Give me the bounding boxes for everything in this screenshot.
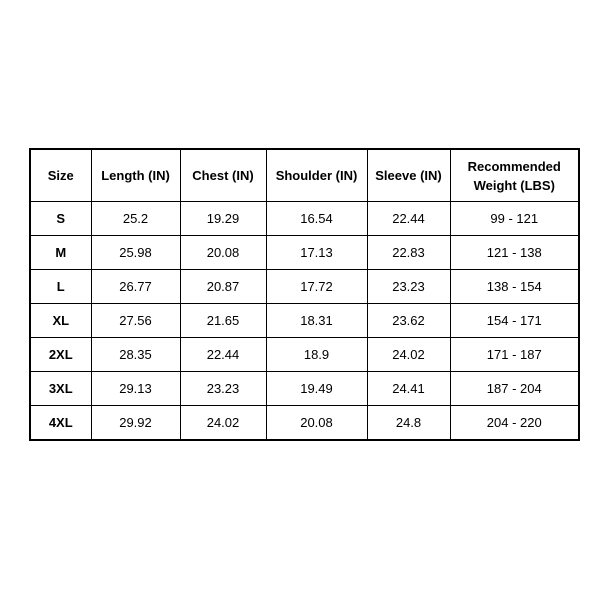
- size-chart-container: [29, 148, 578, 441]
- size-cell: XL: [30, 304, 91, 338]
- chest-cell: 20.08: [180, 236, 266, 270]
- shoulder-cell: 20.08: [266, 406, 367, 440]
- table-row: [30, 236, 579, 270]
- length-cell: 29.13: [91, 372, 180, 406]
- weight-cell: 187 - 204: [450, 372, 579, 406]
- shoulder-cell: 17.13: [266, 236, 367, 270]
- chest-cell: 20.87: [180, 270, 266, 304]
- weight-cell: 204 - 220: [450, 406, 579, 440]
- header-size: Size: [30, 149, 91, 202]
- chest-cell: 23.23: [180, 372, 266, 406]
- sleeve-cell: 22.83: [367, 236, 450, 270]
- shoulder-cell: 16.54: [266, 202, 367, 236]
- chest-cell: 21.65: [180, 304, 266, 338]
- length-cell: 25.98: [91, 236, 180, 270]
- sleeve-cell: 23.62: [367, 304, 450, 338]
- weight-cell: 154 - 171: [450, 304, 579, 338]
- header-recommended-line1: Recommended: [467, 158, 561, 174]
- chest-cell: 22.44: [180, 338, 266, 372]
- header-recommended-weight: [450, 149, 579, 202]
- header-length: Length (IN): [91, 149, 180, 202]
- length-cell: 29.92: [91, 406, 180, 440]
- shoulder-cell: 17.72: [266, 270, 367, 304]
- size-cell: L: [30, 270, 91, 304]
- weight-cell: 138 - 154: [450, 270, 579, 304]
- chest-cell: 19.29: [180, 202, 266, 236]
- length-cell: 28.35: [91, 338, 180, 372]
- length-cell: 25.2: [91, 202, 180, 236]
- weight-cell: 121 - 138: [450, 236, 579, 270]
- header-row: [30, 149, 579, 202]
- table-row: [30, 406, 579, 440]
- sleeve-cell: 22.44: [367, 202, 450, 236]
- sleeve-cell: 23.23: [367, 270, 450, 304]
- weight-cell: 171 - 187: [450, 338, 579, 372]
- shoulder-cell: 19.49: [266, 372, 367, 406]
- table-row: [30, 270, 579, 304]
- size-cell: M: [30, 236, 91, 270]
- table-row: [30, 304, 579, 338]
- size-cell: 4XL: [30, 406, 91, 440]
- header-recommended-line2: Weight (LBS): [473, 177, 555, 193]
- weight-cell: 99 - 121: [450, 202, 579, 236]
- size-cell: S: [30, 202, 91, 236]
- table-row: [30, 338, 579, 372]
- size-cell: 2XL: [30, 338, 91, 372]
- size-cell: 3XL: [30, 372, 91, 406]
- header-chest: Chest (IN): [180, 149, 266, 202]
- shoulder-cell: 18.31: [266, 304, 367, 338]
- length-cell: 26.77: [91, 270, 180, 304]
- sleeve-cell: 24.8: [367, 406, 450, 440]
- table-row: [30, 372, 579, 406]
- chest-cell: 24.02: [180, 406, 266, 440]
- table-row: [30, 202, 579, 236]
- length-cell: 27.56: [91, 304, 180, 338]
- size-chart-table: [29, 148, 580, 441]
- shoulder-cell: 18.9: [266, 338, 367, 372]
- sleeve-cell: 24.02: [367, 338, 450, 372]
- sleeve-cell: 24.41: [367, 372, 450, 406]
- header-sleeve: Sleeve (IN): [367, 149, 450, 202]
- header-shoulder: Shoulder (IN): [266, 149, 367, 202]
